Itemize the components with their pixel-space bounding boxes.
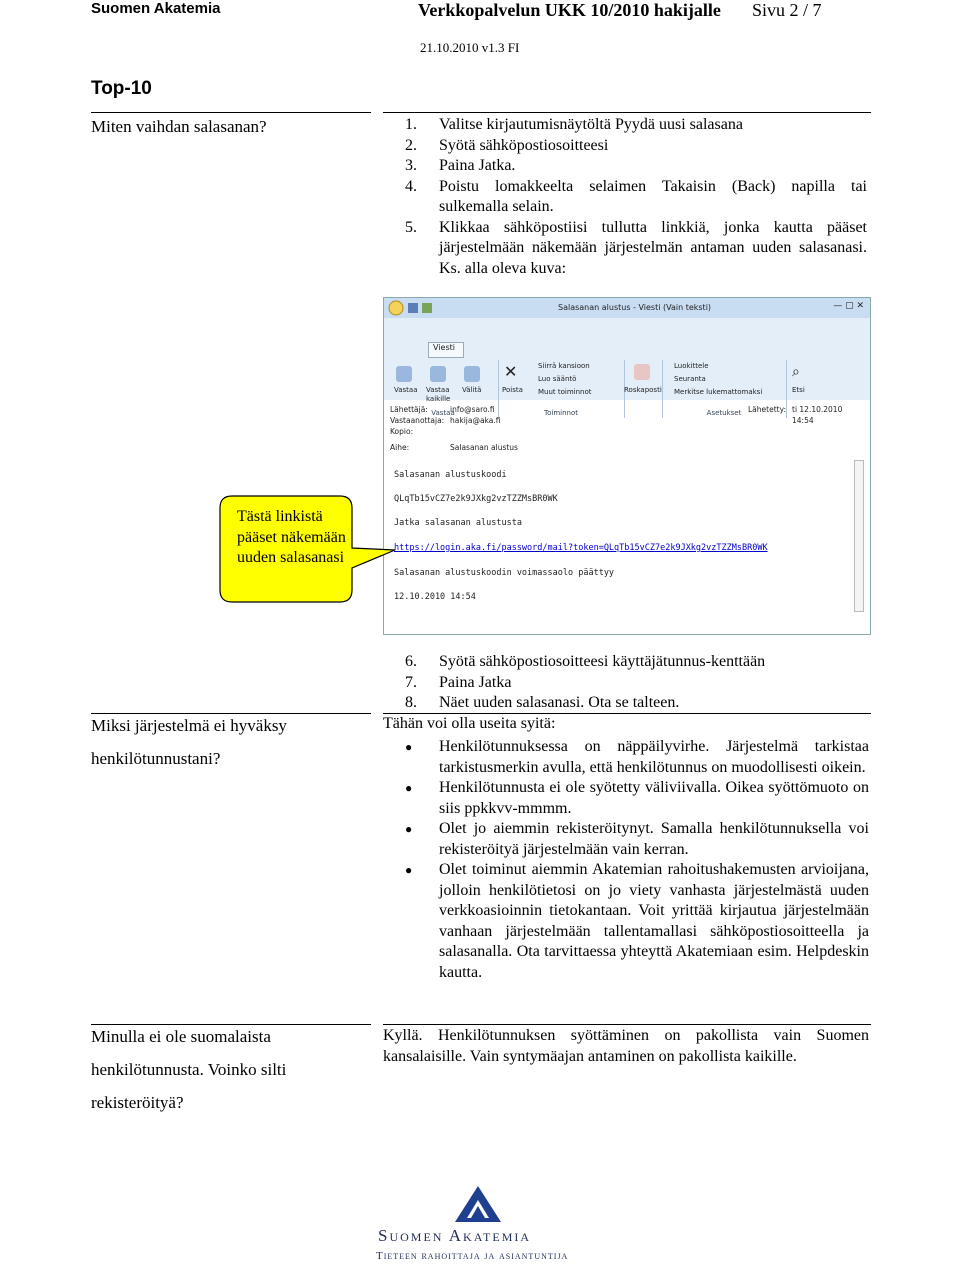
find-button-label[interactable]: Etsi [792,386,805,394]
message-headers [388,404,866,459]
step-text: Näet uuden salasanasi. Ota se talteen. [439,694,680,711]
body-line: QLqTb15vCZ7e2k9JXkg2vzTZZMsBR0WK [394,494,558,504]
window-titlebar [384,298,870,319]
step-text: Paina Jatka. [439,157,516,174]
list-item-text: Olet toiminut aiemmin Akatemian rahoitushakemusten arvioijana, jolloin henkilötietosi on jo viety vanhasta järjestelmästä uuden verkkoasioinnin tietokantaan. Voit yrittää kirjautua järjestelmään vanhaan järjestelmään tallentamallasi sähköpostiosoitteella ja salasanalla. Ota tarvittaessa yhteyttä Akatemiaan esim. Helpdeskin kautta. [439,861,869,981]
subject-value: Salasanan alustus [450,443,518,452]
step-text: Paina Jatka [439,673,512,691]
callout-text: Tästä linkistä pääset näkemään uuden salasanasi [237,508,346,566]
list-item [405,693,867,714]
sent-value: ti 12.10.2010 14:54 [792,405,843,425]
steps-list-continued [405,652,867,714]
reply-icon[interactable] [396,366,412,382]
logo-tagline: Tieteen rahoittaja ja asiantuntija [376,1250,569,1262]
reply-all-icon[interactable] [430,366,446,382]
bullet-icon: ● [405,822,413,836]
from-label: Lähettäjä: [390,405,428,414]
step-number: 4. [405,177,417,195]
mark-unread-button[interactable]: Merkitse lukemattomaksi [674,388,763,396]
move-to-folder-button[interactable]: Siirrä kansioon [538,362,590,370]
create-rule-button[interactable]: Luo sääntö [538,375,577,383]
divider [383,112,871,113]
junk-button-label[interactable]: Roskaposti [624,386,662,394]
answer-intro: Tähän voi olla useita syitä: [383,715,556,732]
to-label: Vastaanottaja: [390,416,445,425]
to-value: hakija@aka.fi [450,416,501,425]
body-line: Salasanan alustuskoodin voimassaolo päättyy [394,568,615,578]
body-line: Salasanan alustuskoodi [394,470,507,480]
list-item [405,819,869,860]
list-item [405,778,869,819]
step-number: 5. [405,218,417,236]
categorize-button[interactable]: Luokittele [674,362,709,370]
logo-name: Suomen Akatemia [378,1226,532,1245]
list-item-text: Olet jo aiemmin rekisteröitynyt. Samalla henkilötunnuksella voi rekisteröityä järjestelmään vain kerran. [439,820,869,858]
list-item-text: Henkilötunnusta ei ole syötetty väliviivalla. Oikea syöttömuoto on siis ppkkvv-mmmm. [439,779,869,817]
list-item [405,737,869,778]
step-number: 6. [405,653,417,670]
list-item [405,177,867,218]
question-change-password: Miten vaihdan salasanan? [91,117,267,136]
step-text: Syötä sähköpostiosoitteesi [439,136,609,154]
delete-button-label[interactable]: Poista [502,386,523,394]
body-line: 12.10.2010 14:54 [394,592,476,602]
header-version: 21.10.2010 v1.3 FI [420,40,520,55]
quick-access-icons [388,300,448,316]
reply-button-label[interactable]: Vastaa [394,386,418,394]
step-number: 3. [405,157,417,174]
list-item [405,218,867,280]
bullet-icon: ● [405,740,413,754]
delete-icon[interactable]: ✕ [504,362,518,381]
question-no-finnish-ssn: Minulla ei ole suomalaista henkilötunnusta. Voinko silti rekisteröityä? [91,1027,287,1112]
step-number: 1. [405,116,417,133]
step-number: 2. [405,136,417,154]
steps-list [405,115,867,279]
window-title: Salasanan alustus - Viesti (Vain teksti) [558,303,712,312]
window-controls-icon[interactable]: — ▢ ✕ [833,301,864,311]
group-label: Vastaa [431,409,455,417]
list-item [405,156,867,177]
step-text: Klikkaa sähköpostiisi tullutta linkkiä, jonka kautta pääset järjestelmään näkemään järjestelmän antaman uuden salasanasi. Ks. alla oleva kuva: [439,218,867,277]
scrollbar[interactable] [854,460,864,612]
step-number: 7. [405,673,417,691]
cc-label: Kopio: [390,427,414,436]
binoculars-icon[interactable]: ⌕ [792,364,800,380]
step-text: Syötä sähköpostiosoitteesi käyttäjätunnus-kenttään [439,653,766,670]
body-line: Jatka salasanan alustusta [394,518,522,528]
question-ssn-not-accepted: Miksi järjestelmä ei hyväksy henkilötunnustani? [91,716,287,768]
junk-mail-icon[interactable] [634,364,650,380]
list-item [405,115,867,136]
list-item [405,652,867,673]
header-page-number: Sivu 2 / 7 [752,0,822,20]
list-item-text: Henkilötunnuksessa on näppäilyvirhe. Järjestelmä tarkistaa tarkistusmerkin avulla, että henkilötunnus on muodollisesti oikein. [439,738,869,776]
other-actions-button[interactable]: Muut toiminnot [538,388,592,396]
bullet-icon: ● [405,781,413,795]
step-text: Valitse kirjautumisnäytöltä Pyydä uusi salasana [439,116,743,133]
bullet-icon: ● [405,863,413,877]
academy-logo-icon [455,1186,501,1222]
subject-label: Aihe: [390,443,410,452]
list-item [405,673,867,694]
step-number: 8. [405,694,417,711]
reasons-list [405,737,869,983]
list-item [405,860,869,983]
list-item [405,136,867,157]
reply-all-button-label[interactable]: Vastaa kaikille [426,386,451,403]
group-label: Toiminnot [544,409,578,417]
header-document-title: Verkkopalvelun UKK 10/2010 hakijalle [418,0,721,20]
forward-icon[interactable] [464,366,480,382]
password-reset-link[interactable]: https://login.aka.fi/password/mail?token=QLqTb15vCZ7e2k9JXkg2vzTZZMsBR0WK [394,543,768,553]
answer-no-finnish-ssn: Kyllä. Henkilötunnuksen syöttäminen on pakollista vain Suomen kansalaisille. Vain syntymäajan antaminen on pakollista kaikille. [383,1027,869,1065]
sent-label: Lähetetty: [748,405,786,414]
divider [383,1024,871,1025]
group-label: Asetukset [706,409,742,417]
header-organization: Suomen Akatemia [91,0,221,17]
step-text: Poistu lomakkeelta selaimen Takaisin (Back) napilla tai sulkemalla selain. [439,177,867,215]
message-body [394,460,854,630]
section-title: Top-10 [91,78,152,99]
follow-up-button[interactable]: Seuranta [674,375,706,383]
email-screenshot [383,297,871,635]
tab-viesti[interactable]: Viesti [428,342,464,358]
forward-button-label[interactable]: Välitä [462,386,482,394]
from-value: info@saro.fi [450,405,495,414]
